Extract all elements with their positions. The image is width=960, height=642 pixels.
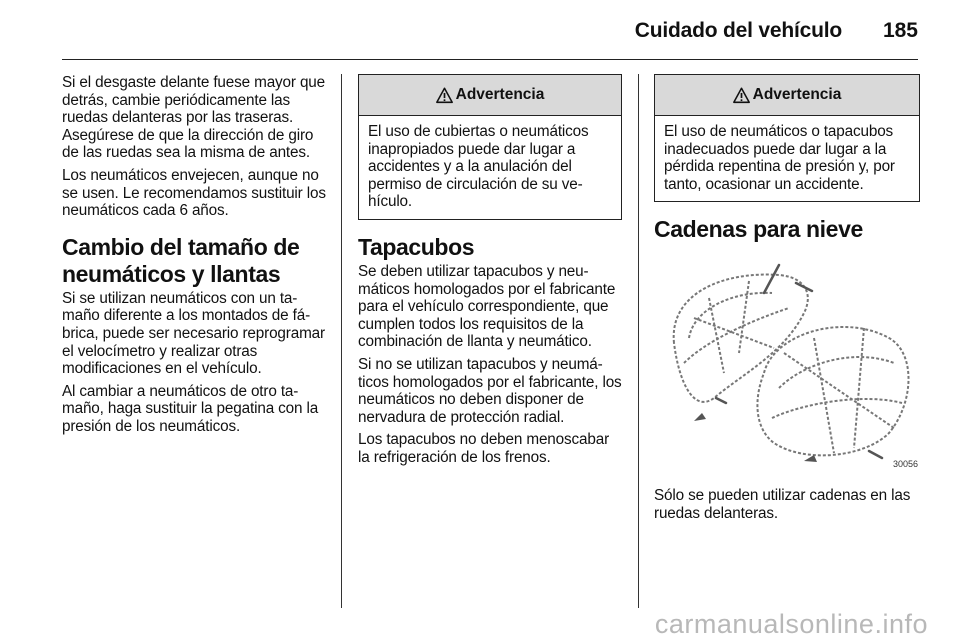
paragraph: Se deben utilizar tapacubos y neumáticos homologados por el fabricante para el vehículo correspondiente, que cumplen todos los requisitos de la combinación de llanta y neumático. [358, 262, 616, 351]
warning-triangle-icon [436, 87, 453, 104]
paragraph: Al cambiar a neumáticos de otro tamaño, haga sustituir la pegatina con la presión de los neumáticos. [62, 382, 319, 435]
page-number: 185 [882, 19, 918, 42]
warning-title: Advertencia [752, 86, 842, 103]
column-3 [654, 74, 920, 528]
column-2 [358, 74, 622, 472]
warning-text: El uso de cubiertas o neumáticos inapropiados puede dar lugar a accidentes y a la anulación del permiso de circulación de su vehículo. [368, 123, 589, 211]
section-heading: Cambio del tamaño de neumáticos y llantas [62, 233, 300, 287]
paragraph: Si el desgaste delante fuese mayor que detrás, cambie periódicamente las ruedas delanteras por las traseras. Asegúrese de que la dirección de giro de las ruedas sea la misma de antes. [62, 74, 326, 162]
warning-title: Advertencia [455, 86, 545, 103]
watermark: carmanualsonline.info [654, 609, 928, 639]
warning-box [654, 74, 920, 202]
column-divider [638, 74, 639, 608]
figure-number: 30056 [892, 459, 918, 470]
paragraph: Sólo se pueden utilizar cadenas en las ruedas delanteras. [654, 487, 911, 522]
section-title: Cuidado del vehículo [634, 19, 842, 42]
snow-chains-illustration [654, 253, 920, 471]
page-header [62, 0, 918, 60]
warning-triangle-icon [733, 87, 750, 104]
section-heading: Tapacubos [358, 233, 475, 260]
warning-box [358, 74, 622, 220]
snow-chains-drawing [654, 253, 920, 471]
paragraph: Los tapacubos no deben menoscabar la refrigeración de los frenos. [358, 431, 610, 466]
column-divider [341, 74, 342, 608]
section-heading: Cadenas para nieve [654, 216, 863, 243]
paragraph: Si se utilizan neumáticos con un tamaño diferente a los montados de fábrica, puede ser necesario reprogramar el velocímetro y realizar otras modificaciones en el vehículo. [62, 289, 325, 378]
warning-header [655, 75, 919, 116]
paragraph: Si no se utilizan tapacubos y neumáticos homologados por el fabricante, los neumáticos no deben disponer de nervadura de protección radial. [358, 355, 622, 426]
column-1 [62, 74, 326, 441]
warning-header [359, 75, 621, 116]
warning-text: El uso de neumáticos o tapacubos inadecuados puede dar lugar a la pérdida repentina de presión y, por tanto, ocasionar un accidente. [664, 123, 895, 193]
paragraph: Los neumáticos envejecen, aunque no se usen. Le recomendamos sustituir los neumáticos cada 6 años. [62, 166, 326, 220]
